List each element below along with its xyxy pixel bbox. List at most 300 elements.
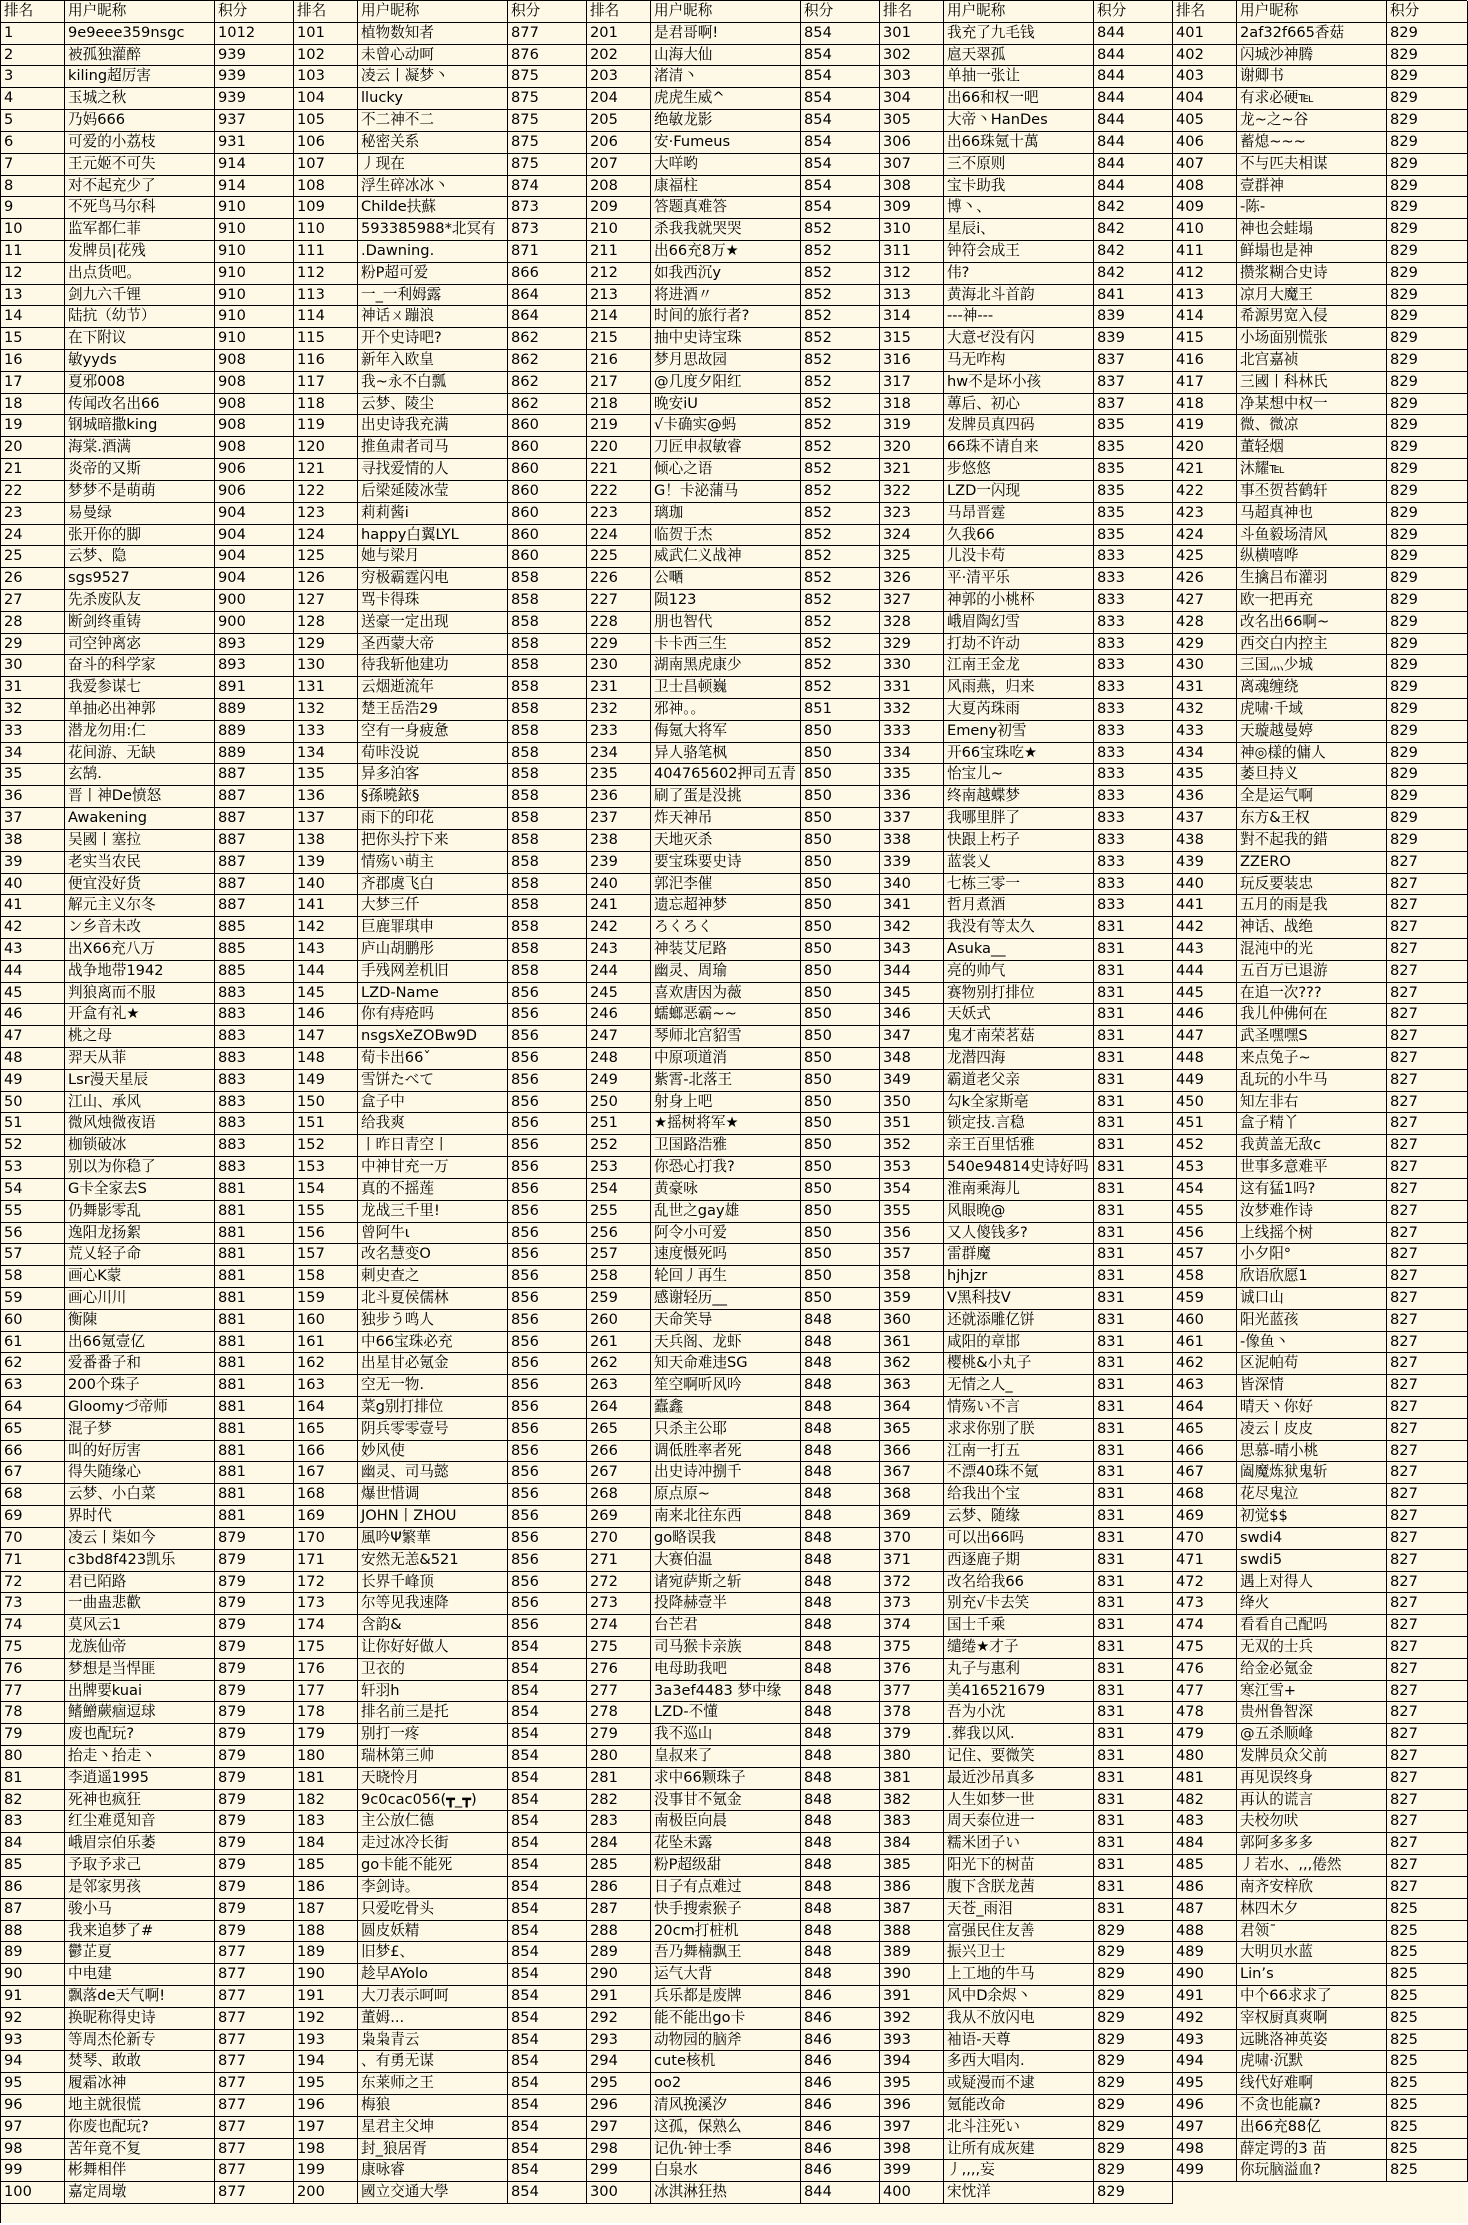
rank-cell: 265 bbox=[587, 1419, 651, 1441]
table-row bbox=[1, 743, 294, 765]
score-cell: 831 bbox=[1094, 1593, 1173, 1615]
score-cell: 848 bbox=[801, 1702, 880, 1724]
nickname-cell: 幽灵、司马懿 bbox=[358, 1462, 508, 1484]
score-cell: 864 bbox=[508, 285, 587, 307]
nickname-cell: 蠹鑫 bbox=[651, 1397, 801, 1419]
table-row bbox=[880, 1266, 1173, 1288]
rank-cell: 448 bbox=[1173, 1048, 1237, 1070]
nickname-cell: 丿现在 bbox=[358, 154, 508, 176]
score-cell: 833 bbox=[1094, 786, 1173, 808]
nickname-cell: LZD一闪现 bbox=[944, 481, 1094, 503]
nickname-cell: 庐山胡鹏彤 bbox=[358, 939, 508, 961]
rank-cell: 296 bbox=[587, 2095, 651, 2117]
rank-cell: 125 bbox=[294, 546, 358, 568]
rank-cell: 151 bbox=[294, 1113, 358, 1135]
rank-cell: 157 bbox=[294, 1244, 358, 1266]
table-row bbox=[1, 1070, 294, 1092]
rank-cell: 212 bbox=[587, 263, 651, 285]
score-cell: 829 bbox=[1387, 481, 1468, 503]
table-row bbox=[880, 1484, 1173, 1506]
rank-cell: 164 bbox=[294, 1397, 358, 1419]
nickname-cell: 时间的旅行者? bbox=[651, 306, 801, 328]
table-row bbox=[1173, 1266, 1468, 1288]
nickname-cell: 知天命难违SG bbox=[651, 1353, 801, 1375]
table-row bbox=[880, 1681, 1173, 1703]
nickname-cell: 梦梦不是萌萌 bbox=[65, 481, 215, 503]
score-cell: 852 bbox=[801, 590, 880, 612]
score-cell: 825 bbox=[1387, 1964, 1468, 1986]
score-cell: 831 bbox=[1094, 1026, 1173, 1048]
nickname-cell: 國立交通大學 bbox=[358, 2182, 508, 2204]
rank-cell: 396 bbox=[880, 2095, 944, 2117]
table-row bbox=[1173, 2008, 1468, 2030]
table-row bbox=[1, 1811, 294, 1833]
nickname-cell: 开66宝珠吃★ bbox=[944, 743, 1094, 765]
rank-cell: 177 bbox=[294, 1681, 358, 1703]
score-cell: 879 bbox=[215, 1572, 294, 1594]
rank-cell: 399 bbox=[880, 2160, 944, 2182]
table-row bbox=[587, 1615, 880, 1637]
table-row bbox=[587, 1201, 880, 1223]
rank-cell: 489 bbox=[1173, 1942, 1237, 1964]
score-cell: 829 bbox=[1387, 634, 1468, 656]
score-cell: 856 bbox=[508, 1244, 587, 1266]
rank-cell: 286 bbox=[587, 1877, 651, 1899]
table-row bbox=[294, 568, 587, 590]
score-cell: 848 bbox=[801, 1855, 880, 1877]
table-row bbox=[587, 1397, 880, 1419]
table-row bbox=[880, 1877, 1173, 1899]
rank-cell: 51 bbox=[1, 1113, 65, 1135]
score-cell: 914 bbox=[215, 154, 294, 176]
table-row bbox=[1173, 2117, 1468, 2139]
table-row bbox=[587, 1637, 880, 1659]
table-row bbox=[294, 1550, 587, 1572]
nickname-cell: 出66充8万★ bbox=[651, 241, 801, 263]
nickname-cell: 在追一次??? bbox=[1237, 983, 1387, 1005]
table-row bbox=[1173, 895, 1468, 917]
table-row bbox=[1, 1048, 294, 1070]
score-cell: 877 bbox=[215, 2051, 294, 2073]
score-cell: 856 bbox=[508, 1266, 587, 1288]
rank-cell: 211 bbox=[587, 241, 651, 263]
nickname-cell: 贵州鲁智深 bbox=[1237, 1702, 1387, 1724]
rank-cell: 342 bbox=[880, 917, 944, 939]
score-cell: 939 bbox=[215, 66, 294, 88]
table-row bbox=[880, 1004, 1173, 1026]
nickname-cell: 只杀主公耶 bbox=[651, 1419, 801, 1441]
table-row bbox=[1173, 1048, 1468, 1070]
rank-cell: 92 bbox=[1, 2008, 65, 2030]
nickname-cell: 我没有等太久 bbox=[944, 917, 1094, 939]
score-cell: 825 bbox=[1387, 2095, 1468, 2117]
rank-cell: 96 bbox=[1, 2095, 65, 2117]
score-cell: 850 bbox=[801, 1201, 880, 1223]
score-cell: 854 bbox=[508, 1724, 587, 1746]
nickname-cell: √卡确实@蚂 bbox=[651, 415, 801, 437]
nickname-cell: 黄豪咏 bbox=[651, 1179, 801, 1201]
nickname-cell: 凉月大魔王 bbox=[1237, 285, 1387, 307]
rank-cell: 176 bbox=[294, 1659, 358, 1681]
score-cell: 875 bbox=[508, 88, 587, 110]
score-cell: 910 bbox=[215, 219, 294, 241]
score-cell: 831 bbox=[1094, 1244, 1173, 1266]
nickname-cell: 一曲蛊悲歡 bbox=[65, 1593, 215, 1615]
rank-cell: 322 bbox=[880, 481, 944, 503]
header-score: 积分 bbox=[1094, 1, 1173, 23]
nickname-cell: 穷极霸霆闪电 bbox=[358, 568, 508, 590]
header-rank: 排名 bbox=[1173, 1, 1237, 23]
table-row bbox=[1, 1681, 294, 1703]
table-row bbox=[880, 1506, 1173, 1528]
rank-cell: 445 bbox=[1173, 983, 1237, 1005]
score-cell: 877 bbox=[215, 1986, 294, 2008]
nickname-cell: 思慕-晴小桃 bbox=[1237, 1441, 1387, 1463]
nickname-cell: 全是运气啊 bbox=[1237, 786, 1387, 808]
rank-block-4 bbox=[880, 1, 1173, 2223]
table-row bbox=[1, 1833, 294, 1855]
nickname-cell: 谢卿书 bbox=[1237, 66, 1387, 88]
score-cell: 829 bbox=[1387, 743, 1468, 765]
score-cell: 879 bbox=[215, 1637, 294, 1659]
table-row bbox=[1, 2095, 294, 2117]
score-cell: 835 bbox=[1094, 459, 1173, 481]
score-cell: 827 bbox=[1387, 1201, 1468, 1223]
nickname-cell: 皇叔来了 bbox=[651, 1746, 801, 1768]
score-cell: 860 bbox=[508, 459, 587, 481]
nickname-cell: 爱番番子和 bbox=[65, 1353, 215, 1375]
rank-cell: 427 bbox=[1173, 590, 1237, 612]
nickname-cell: 趁早AYolo bbox=[358, 1964, 508, 1986]
table-row bbox=[294, 1004, 587, 1026]
rank-cell: 357 bbox=[880, 1244, 944, 1266]
rank-cell: 336 bbox=[880, 786, 944, 808]
nickname-cell: 或疑漫而不逮 bbox=[944, 2073, 1094, 2095]
nickname-cell: 虎啸·沉默 bbox=[1237, 2051, 1387, 2073]
score-cell: 858 bbox=[508, 568, 587, 590]
nickname-cell: 剑九六千锂 bbox=[65, 285, 215, 307]
score-cell: 854 bbox=[801, 88, 880, 110]
header-score: 积分 bbox=[801, 1, 880, 23]
score-cell: 852 bbox=[801, 306, 880, 328]
rank-cell: 122 bbox=[294, 481, 358, 503]
score-cell: 827 bbox=[1387, 1572, 1468, 1594]
rank-cell: 193 bbox=[294, 2030, 358, 2052]
nickname-cell: 战争地带1942 bbox=[65, 961, 215, 983]
score-cell: 833 bbox=[1094, 721, 1173, 743]
table-row bbox=[1, 2051, 294, 2073]
score-cell: 848 bbox=[801, 1964, 880, 1986]
nickname-cell: 诸宛萨斯之斩 bbox=[651, 1572, 801, 1594]
rank-cell: 77 bbox=[1, 1681, 65, 1703]
table-row bbox=[294, 437, 587, 459]
score-cell: 831 bbox=[1094, 1332, 1173, 1354]
score-cell: 883 bbox=[215, 1092, 294, 1114]
nickname-cell: 玉城之秋 bbox=[65, 88, 215, 110]
score-cell: 854 bbox=[801, 176, 880, 198]
table-row bbox=[587, 874, 880, 896]
table-row bbox=[294, 699, 587, 721]
table-row bbox=[587, 1877, 880, 1899]
rank-cell: 187 bbox=[294, 1899, 358, 1921]
nickname-cell: JOHN丨ZHOU bbox=[358, 1506, 508, 1528]
table-row bbox=[1173, 1332, 1468, 1354]
score-cell: 908 bbox=[215, 394, 294, 416]
nickname-cell: 等周杰伦新专 bbox=[65, 2030, 215, 2052]
rank-cell: 175 bbox=[294, 1637, 358, 1659]
table-row bbox=[587, 328, 880, 350]
table-row bbox=[1173, 1942, 1468, 1964]
table-row bbox=[294, 983, 587, 1005]
nickname-cell: 上工地的牛马 bbox=[944, 1964, 1094, 1986]
table-row bbox=[1, 808, 294, 830]
nickname-cell: 风雨燕，归来 bbox=[944, 677, 1094, 699]
rank-cell: 303 bbox=[880, 66, 944, 88]
score-cell: 879 bbox=[215, 1768, 294, 1790]
table-row bbox=[1173, 917, 1468, 939]
score-cell: 856 bbox=[508, 1397, 587, 1419]
rank-cell: 352 bbox=[880, 1135, 944, 1157]
rank-cell: 75 bbox=[1, 1637, 65, 1659]
score-cell: 860 bbox=[508, 481, 587, 503]
table-row bbox=[587, 1157, 880, 1179]
nickname-cell: 怡宝儿~ bbox=[944, 764, 1094, 786]
nickname-cell: 羿天从菲 bbox=[65, 1048, 215, 1070]
score-cell: 910 bbox=[215, 263, 294, 285]
score-cell: 833 bbox=[1094, 895, 1173, 917]
table-row bbox=[294, 45, 587, 67]
nickname-cell: 神装艾尼路 bbox=[651, 939, 801, 961]
table-row bbox=[1, 1964, 294, 1986]
table-row bbox=[1, 1179, 294, 1201]
nickname-cell: 我充了九毛钱 bbox=[944, 23, 1094, 45]
nickname-cell: 齐郡虞飞白 bbox=[358, 874, 508, 896]
table-row bbox=[587, 503, 880, 525]
table-row bbox=[1173, 1528, 1468, 1550]
score-cell: 856 bbox=[508, 1092, 587, 1114]
nickname-cell: 浮生碎冰冰丶 bbox=[358, 176, 508, 198]
rank-cell: 153 bbox=[294, 1157, 358, 1179]
table-row bbox=[294, 1092, 587, 1114]
table-row bbox=[880, 45, 1173, 67]
score-cell: 854 bbox=[508, 2030, 587, 2052]
nickname-cell: 梅狼 bbox=[358, 2095, 508, 2117]
nickname-cell: 中神甘充一万 bbox=[358, 1157, 508, 1179]
score-cell: 831 bbox=[1094, 1048, 1173, 1070]
table-row bbox=[880, 852, 1173, 874]
score-cell: 854 bbox=[508, 1811, 587, 1833]
nickname-cell: 对不起充少了 bbox=[65, 176, 215, 198]
nickname-cell: 不二神不二 bbox=[358, 110, 508, 132]
score-cell: 831 bbox=[1094, 1724, 1173, 1746]
score-cell: 829 bbox=[1387, 350, 1468, 372]
table-row bbox=[880, 2139, 1173, 2161]
rank-cell: 209 bbox=[587, 197, 651, 219]
table-row bbox=[587, 481, 880, 503]
score-cell: 877 bbox=[215, 2117, 294, 2139]
nickname-cell: 老实当农民 bbox=[65, 852, 215, 874]
score-cell: 829 bbox=[1094, 2139, 1173, 2161]
nickname-cell: 天璇越曼婷 bbox=[1237, 721, 1387, 743]
nickname-cell: 诚口山 bbox=[1237, 1288, 1387, 1310]
rank-cell: 30 bbox=[1, 655, 65, 677]
table-row bbox=[880, 1855, 1173, 1877]
nickname-cell: ★摇树将军★ bbox=[651, 1113, 801, 1135]
score-cell: 831 bbox=[1094, 1811, 1173, 1833]
score-cell: 844 bbox=[1094, 154, 1173, 176]
rank-cell: 326 bbox=[880, 568, 944, 590]
rank-cell: 109 bbox=[294, 197, 358, 219]
table-row bbox=[1173, 1004, 1468, 1026]
header-row bbox=[294, 1, 587, 23]
rank-cell: 415 bbox=[1173, 328, 1237, 350]
rank-cell: 323 bbox=[880, 503, 944, 525]
table-row bbox=[1, 45, 294, 67]
score-cell: 879 bbox=[215, 1855, 294, 1877]
rank-cell: 295 bbox=[587, 2073, 651, 2095]
table-row bbox=[1173, 874, 1468, 896]
score-cell: 852 bbox=[801, 394, 880, 416]
score-cell: 854 bbox=[508, 1637, 587, 1659]
nickname-cell: 事丕贺苔鹤轩 bbox=[1237, 481, 1387, 503]
table-row bbox=[294, 634, 587, 656]
score-cell: 893 bbox=[215, 655, 294, 677]
rank-cell: 235 bbox=[587, 764, 651, 786]
score-cell: 827 bbox=[1387, 1223, 1468, 1245]
nickname-cell: 腹下含朕龙茜 bbox=[944, 1877, 1094, 1899]
rank-cell: 363 bbox=[880, 1375, 944, 1397]
score-cell: 856 bbox=[508, 1157, 587, 1179]
rank-cell: 171 bbox=[294, 1550, 358, 1572]
table-row bbox=[1173, 219, 1468, 241]
table-row bbox=[1173, 394, 1468, 416]
rank-cell: 429 bbox=[1173, 634, 1237, 656]
nickname-cell: 星君主父坤 bbox=[358, 2117, 508, 2139]
score-cell: 874 bbox=[508, 176, 587, 198]
table-row bbox=[1, 917, 294, 939]
table-row bbox=[1173, 503, 1468, 525]
table-row bbox=[1, 1266, 294, 1288]
nickname-cell: @几度夕阳红 bbox=[651, 372, 801, 394]
table-row bbox=[1173, 1310, 1468, 1332]
nickname-cell: 康咏睿 bbox=[358, 2160, 508, 2182]
rank-cell: 359 bbox=[880, 1288, 944, 1310]
table-row bbox=[294, 1681, 587, 1703]
table-row bbox=[880, 2051, 1173, 2073]
nickname-cell: 要宝珠要史诗 bbox=[651, 852, 801, 874]
nickname-cell: 扈天翠孤 bbox=[944, 45, 1094, 67]
nickname-cell: go卡能不能死 bbox=[358, 1855, 508, 1877]
rank-cell: 455 bbox=[1173, 1201, 1237, 1223]
score-cell: 848 bbox=[801, 1484, 880, 1506]
rank-cell: 126 bbox=[294, 568, 358, 590]
table-row bbox=[1173, 1135, 1468, 1157]
score-cell: 881 bbox=[215, 1223, 294, 1245]
table-row bbox=[587, 394, 880, 416]
table-row bbox=[294, 808, 587, 830]
table-row bbox=[880, 1572, 1173, 1594]
nickname-cell: 如我西沉y bbox=[651, 263, 801, 285]
table-row bbox=[294, 263, 587, 285]
rank-cell: 228 bbox=[587, 612, 651, 634]
score-cell: 829 bbox=[1094, 1942, 1173, 1964]
nickname-cell: 李剑诗。 bbox=[358, 1877, 508, 1899]
rank-cell: 320 bbox=[880, 437, 944, 459]
rank-cell: 166 bbox=[294, 1441, 358, 1463]
table-row bbox=[1173, 1179, 1468, 1201]
rank-cell: 68 bbox=[1, 1484, 65, 1506]
rank-cell: 219 bbox=[587, 415, 651, 437]
score-cell: 827 bbox=[1387, 1659, 1468, 1681]
score-cell: 858 bbox=[508, 612, 587, 634]
nickname-cell: 卫衣的 bbox=[358, 1659, 508, 1681]
score-cell: 856 bbox=[508, 1048, 587, 1070]
table-row bbox=[587, 1681, 880, 1703]
table-row bbox=[1173, 1724, 1468, 1746]
table-row bbox=[880, 1724, 1173, 1746]
nickname-cell: 出点货吧。 bbox=[65, 263, 215, 285]
score-cell: 827 bbox=[1387, 1768, 1468, 1790]
rank-cell: 315 bbox=[880, 328, 944, 350]
nickname-cell: 南极臣向晨 bbox=[651, 1811, 801, 1833]
score-cell: 827 bbox=[1387, 1004, 1468, 1026]
rank-cell: 436 bbox=[1173, 786, 1237, 808]
score-cell: 877 bbox=[508, 23, 587, 45]
nickname-cell: 得失随缘心 bbox=[65, 1462, 215, 1484]
nickname-cell: 走过冰冷长街 bbox=[358, 1833, 508, 1855]
score-cell: 827 bbox=[1387, 1157, 1468, 1179]
table-row bbox=[880, 1332, 1173, 1354]
score-cell: 829 bbox=[1387, 241, 1468, 263]
rank-cell: 369 bbox=[880, 1506, 944, 1528]
score-cell: 835 bbox=[1094, 415, 1173, 437]
table-row bbox=[1173, 1986, 1468, 2008]
nickname-cell: 莫风云1 bbox=[65, 1615, 215, 1637]
score-cell: 858 bbox=[508, 699, 587, 721]
nickname-cell: 天妖式 bbox=[944, 1004, 1094, 1026]
nickname-cell: 电母助我吧 bbox=[651, 1659, 801, 1681]
table-row bbox=[294, 961, 587, 983]
nickname-cell: 2af32f665香菇 bbox=[1237, 23, 1387, 45]
score-cell: 831 bbox=[1094, 1528, 1173, 1550]
table-row bbox=[294, 1768, 587, 1790]
rank-cell: 66 bbox=[1, 1441, 65, 1463]
table-row bbox=[587, 525, 880, 547]
table-row bbox=[1173, 197, 1468, 219]
nickname-cell: 发牌员众父前 bbox=[1237, 1746, 1387, 1768]
rank-cell: 442 bbox=[1173, 917, 1237, 939]
table-row bbox=[1, 1113, 294, 1135]
rank-cell: 148 bbox=[294, 1048, 358, 1070]
score-cell: 827 bbox=[1387, 1288, 1468, 1310]
score-cell: 829 bbox=[1094, 2008, 1173, 2030]
rank-cell: 408 bbox=[1173, 176, 1237, 198]
table-row bbox=[1173, 154, 1468, 176]
nickname-cell: 空有一身疲惫 bbox=[358, 721, 508, 743]
table-row bbox=[294, 503, 587, 525]
rank-cell: 431 bbox=[1173, 677, 1237, 699]
nickname-cell: 晋丨神De愤怒 bbox=[65, 786, 215, 808]
table-row bbox=[1, 1092, 294, 1114]
score-cell: 827 bbox=[1387, 1681, 1468, 1703]
rank-cell: 424 bbox=[1173, 525, 1237, 547]
nickname-cell: 换昵称得史诗 bbox=[65, 2008, 215, 2030]
score-cell: 854 bbox=[508, 1659, 587, 1681]
rank-cell: 311 bbox=[880, 241, 944, 263]
nickname-cell: 被孤独灌醉 bbox=[65, 45, 215, 67]
table-row bbox=[1, 306, 294, 328]
nickname-cell: 敏yyds bbox=[65, 350, 215, 372]
